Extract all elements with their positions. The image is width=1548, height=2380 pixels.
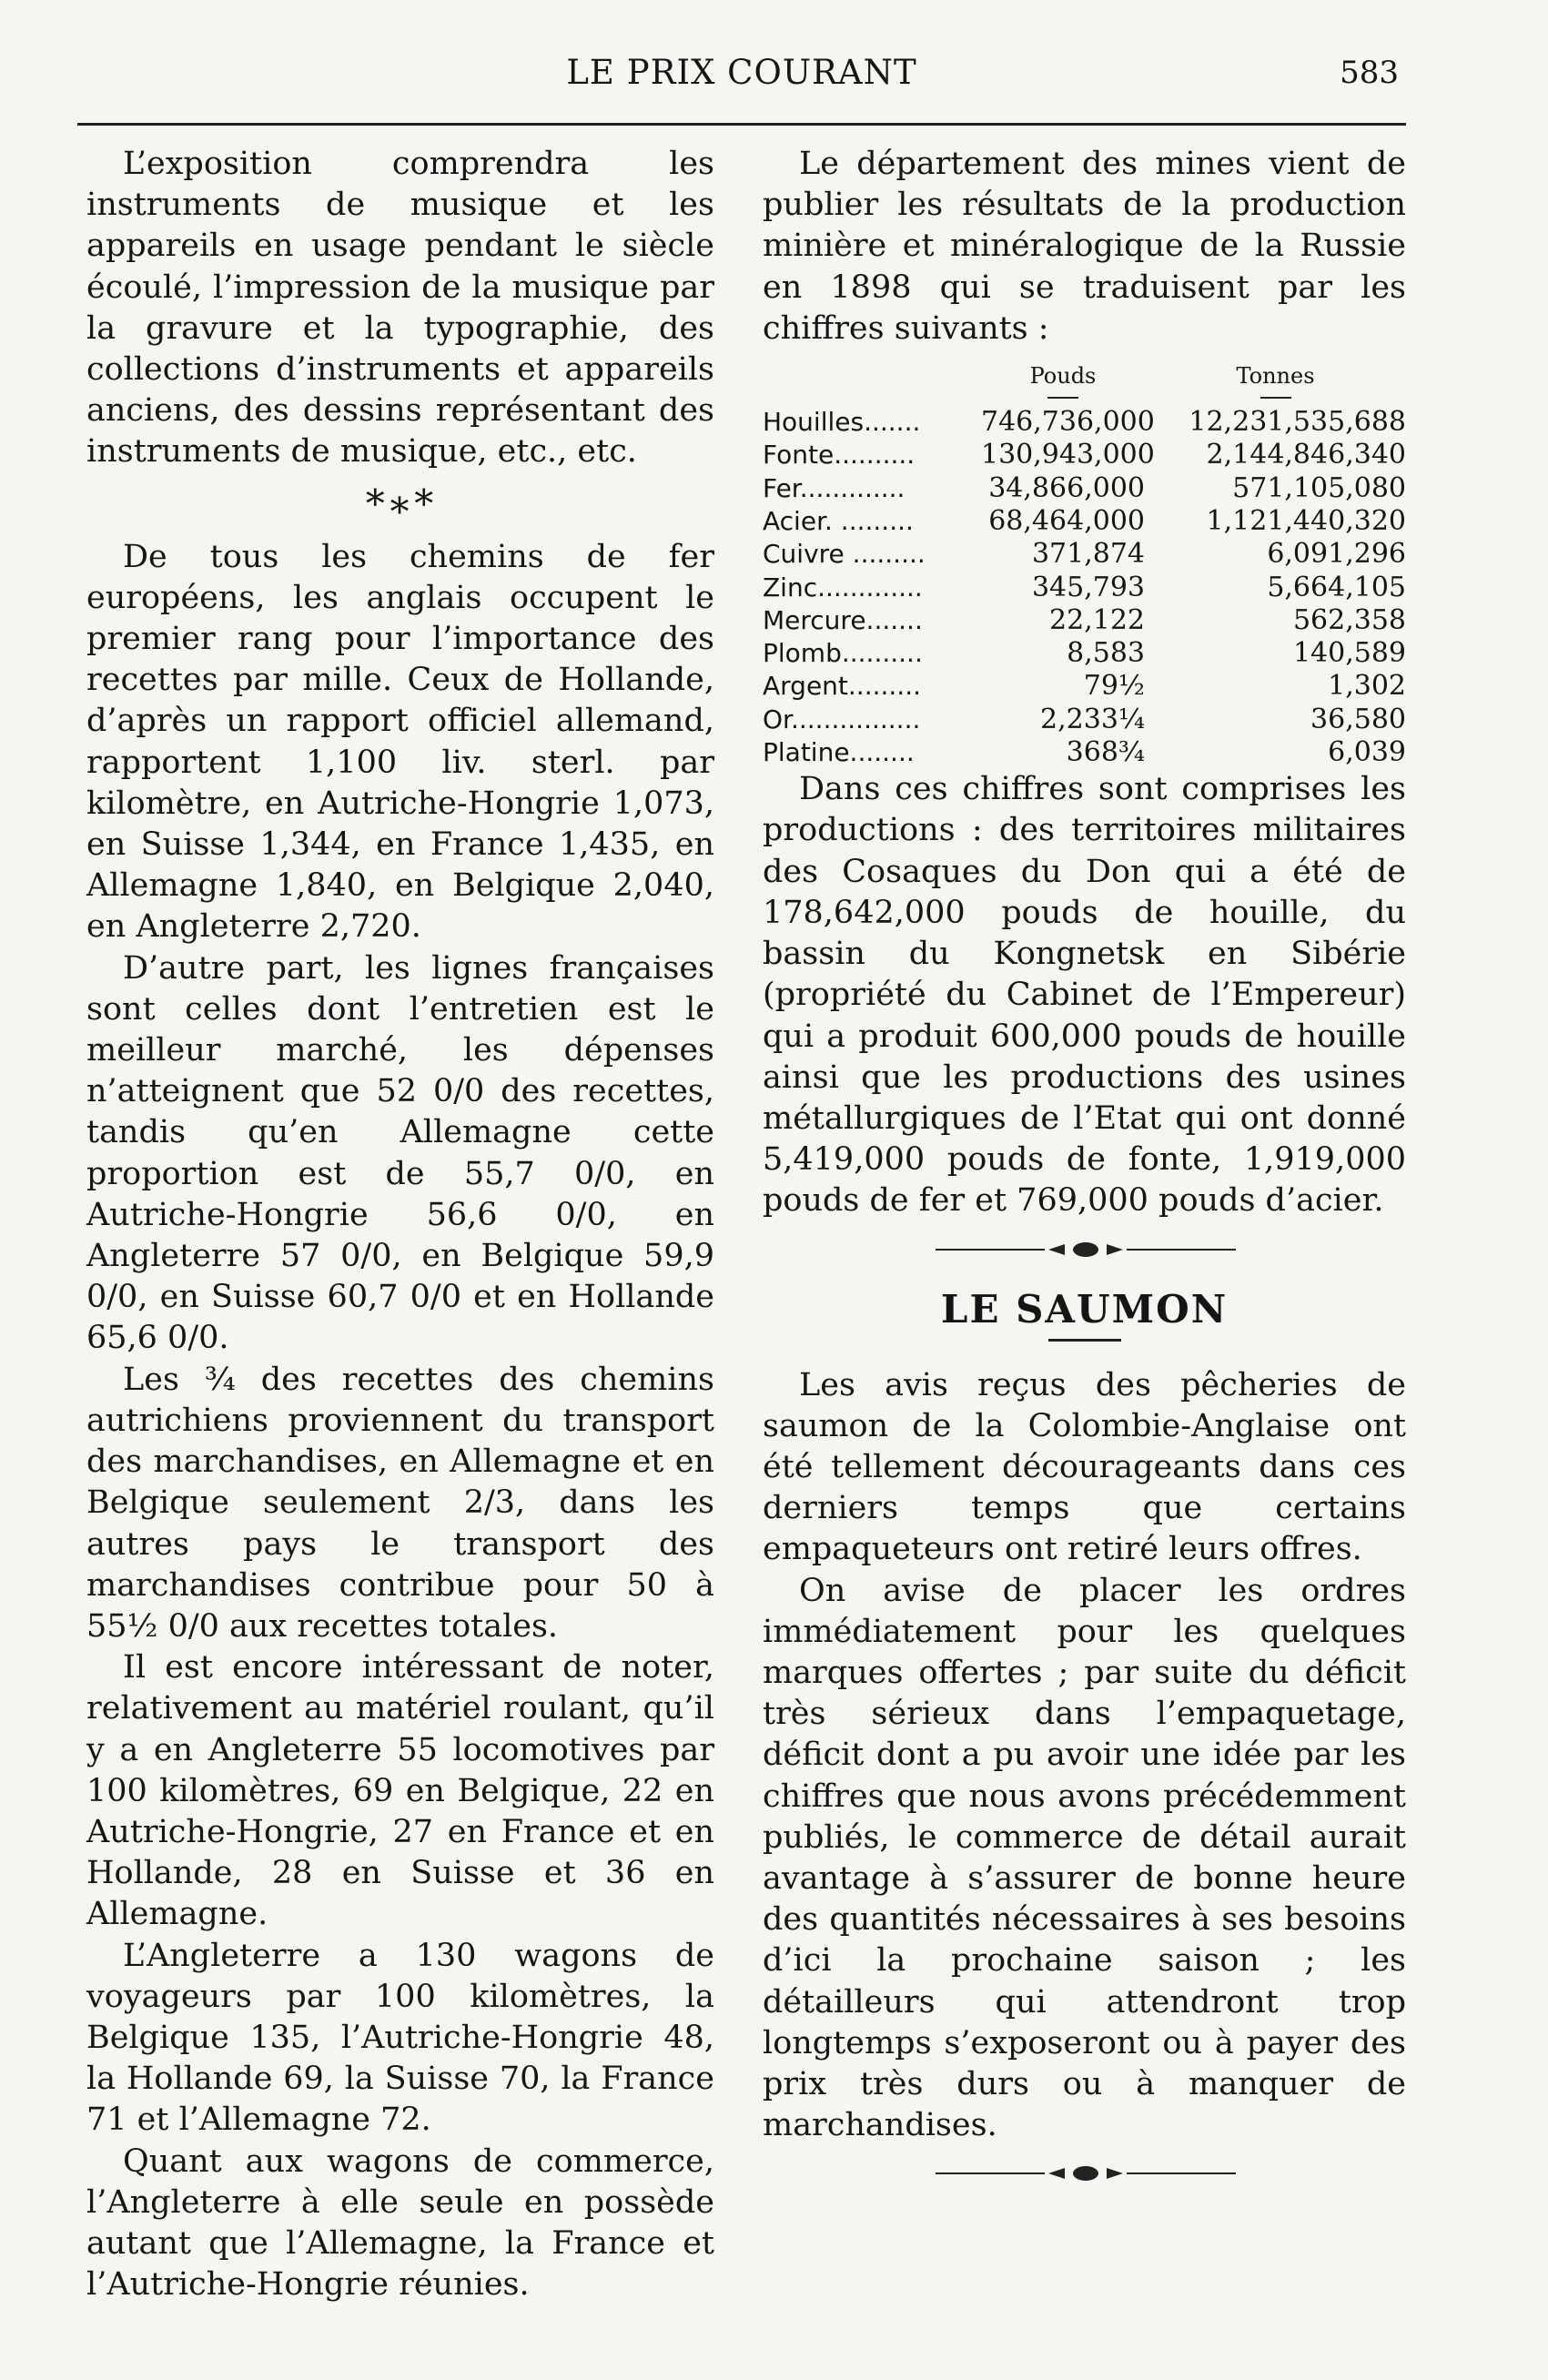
row-label: Plomb.......... xyxy=(763,638,923,669)
row-tonnes: 6,091,296 xyxy=(1267,538,1406,571)
row-pouds: 746,736,000 xyxy=(981,406,1155,439)
row-pouds: 8,583 xyxy=(1067,637,1145,670)
production-table xyxy=(763,355,1406,769)
header-rule xyxy=(77,123,1406,126)
table-header-dashes xyxy=(763,397,1406,406)
column-header-pouds: Pouds xyxy=(1029,363,1097,390)
row-label: Zinc............. xyxy=(763,572,923,603)
page-number: 583 xyxy=(1340,55,1399,91)
row-tonnes: 571,105,080 xyxy=(1232,471,1406,504)
row-tonnes: 1,302 xyxy=(1328,670,1406,703)
row-pouds: 2,233¼ xyxy=(1040,703,1145,735)
table-row xyxy=(763,472,1406,505)
row-label: Cuivre ......... xyxy=(763,539,926,570)
row-pouds: 22,122 xyxy=(1049,603,1145,636)
row-tonnes: 6,039 xyxy=(1328,735,1406,768)
row-tonnes: 5,664,105 xyxy=(1267,571,1406,603)
exposition-paragraph: L’exposition comprendra les instruments de musique et les appareils en usage pendant le siècle écoulé, l’impression de la musique par la gravure et la typographie, des collections d’instruments et appareils anciens, des dessins représentant des instruments de musique, etc., etc. xyxy=(86,146,714,471)
asterism-separator: *∗* xyxy=(365,481,436,526)
table-row xyxy=(763,704,1406,736)
freight-share-paragraph: Les ¾ des recettes des chemins autrichiens proviennent du transport des marchandises, en Allemagne et en Belgique seulement 2/3, dans les autres pays le transport des marchandises contribue pour 50 à 55½ 0/0 aux recettes totales. xyxy=(86,1361,714,1645)
table-row xyxy=(763,406,1406,439)
maintenance-costs-paragraph: D’autre part, les lignes françaises sont celles dont l’entretien est le meilleur marché, les dépenses n’atteignent que 52 0/0 des recettes, tandis qu’en Allemagne cette proportion est de 55,7 0/0, en Autriche-Hongrie 56,6 0/0, en Angleterre 57 0/0, en Belgique 59,9 0/0, en Suisse 60,7 0/0 et en Hollande 65,6 0/0. xyxy=(86,949,714,1357)
section-title-rule xyxy=(1048,1339,1121,1342)
table-row xyxy=(763,736,1406,769)
table-row xyxy=(763,604,1406,637)
table-row xyxy=(763,637,1406,670)
row-label: Houilles....... xyxy=(763,407,921,438)
table-header xyxy=(763,355,1406,397)
right-column xyxy=(763,144,1406,2201)
row-pouds: 368¾ xyxy=(1066,735,1145,768)
row-pouds: 34,866,000 xyxy=(988,471,1145,504)
table-row xyxy=(763,505,1406,538)
mines-intro-paragraph: Le département des mines vient de publier les résultats de la production minière et minéralogique de la Russie en 1898 qui se traduisent par les chiffres suivants : xyxy=(763,146,1406,347)
section-title: LE SAUMON xyxy=(940,1286,1229,1332)
row-label: Mercure....... xyxy=(763,604,923,635)
freight-wagons-paragraph: Quant aux wagons de commerce, l’Angleterre à elle seule en possède autant que l’Allemagne, la France et l’Autriche-Hongrie réunies. xyxy=(86,2142,714,2304)
locomotives-paragraph: Il est encore intéressant de noter, relativement au matériel roulant, qu’il y a en Angleterre 55 locomotives par 100 kilomètres, 69 en Belgique, 22 en Autriche-Hongrie, 27 en France et en Hollande, 28 en Suisse et 36 en Allemagne. xyxy=(86,1649,714,1933)
table-body xyxy=(763,406,1406,769)
passenger-wagons-paragraph: L’Angleterre a 130 wagons de voyageurs par 100 kilomètres, la Belgique 135, l’Autriche-Hongrie 48, la Hollande 69, la Suisse 70, la France 71 et l’Allemagne 72. xyxy=(86,1937,714,2139)
end-divider xyxy=(763,2146,1406,2201)
row-label: Or................ xyxy=(763,704,921,734)
row-tonnes: 36,580 xyxy=(1310,703,1406,735)
salmon-orders-paragraph: On avise de placer les ordres immédiatement pour les quelques marques offertes ; par suite du déficit très sérieux dans l’empaquetage, déficit dont a pu avoir une idée par les chiffres que nous avons précédemment publiés, le commerce de détail aurait avantage à s’assurer de bonne heure des quantités nécessaires à ses besoins d’ici la prochaine saison ; les détailleurs qui attendront trop longtemps s’exposeront ou à payer des prix très durs ou à manquer de marchandises. xyxy=(763,1572,1406,2144)
railway-receipts-paragraph: De tous les chemins de fer européens, les anglais occupent le premier rang pour l’importance des recettes par mille. Ceux de Hollande, d’après un rapport officiel allemand, rapportent 1,100 liv. sterl. par kilomètre, en Autriche-Hongrie 1,073, en Suisse 1,344, en France 1,435, en Allemagne 1,840, en Belgique 2,040, en Angleterre 2,720. xyxy=(86,538,714,946)
row-label: Fonte.......... xyxy=(763,440,916,471)
table-row xyxy=(763,572,1406,604)
row-label: Argent......... xyxy=(763,671,922,702)
column-header-tonnes: Tonnes xyxy=(1236,363,1315,390)
table-row xyxy=(763,439,1406,471)
row-label: Acier. ......... xyxy=(763,505,914,536)
row-label: Platine........ xyxy=(763,736,915,767)
salmon-reports-paragraph: Les avis reçus des pêcheries de saumon de la Colombie-Anglaise ont été tellement décourageants dans ces derniers temps que certains empaqueteurs ont retiré leurs offres. xyxy=(763,1366,1406,1568)
section-divider xyxy=(763,1222,1406,1277)
ornament-icon xyxy=(1045,1239,1127,1261)
page-header xyxy=(77,53,1406,107)
table-row xyxy=(763,538,1406,571)
ornament-icon xyxy=(1045,2162,1127,2184)
row-tonnes: 1,121,440,320 xyxy=(1206,504,1406,537)
row-pouds: 79½ xyxy=(1083,670,1145,703)
row-pouds: 371,874 xyxy=(1031,538,1145,571)
row-tonnes: 562,358 xyxy=(1292,603,1406,636)
row-pouds: 345,793 xyxy=(1031,571,1145,603)
row-pouds: 130,943,000 xyxy=(981,439,1155,471)
page-title: LE PRIX COURANT xyxy=(566,53,917,92)
row-tonnes: 140,589 xyxy=(1292,637,1406,670)
row-label: Fer............. xyxy=(763,472,906,503)
table-row xyxy=(763,670,1406,703)
comprised-productions-paragraph: Dans ces chiffres sont comprises les productions : des territoires militaires des Cosaques du Don qui a été de 178,642,000 pouds de houille, du bassin du Kongnetsk en Sibérie (propriété du Cabinet de l’Empereur) qui a produit 600,000 pouds de houille ainsi que les productions des usines métallurgiques de l’Etat qui ont donné 5,419,000 pouds de fonte, 1,919,000 pouds de fer et 769,000 pouds d’acier. xyxy=(763,771,1406,1220)
row-pouds: 68,464,000 xyxy=(988,504,1145,537)
row-tonnes: 12,231,535,688 xyxy=(1189,406,1406,439)
left-column xyxy=(86,144,714,2305)
row-tonnes: 2,144,846,340 xyxy=(1206,439,1406,471)
